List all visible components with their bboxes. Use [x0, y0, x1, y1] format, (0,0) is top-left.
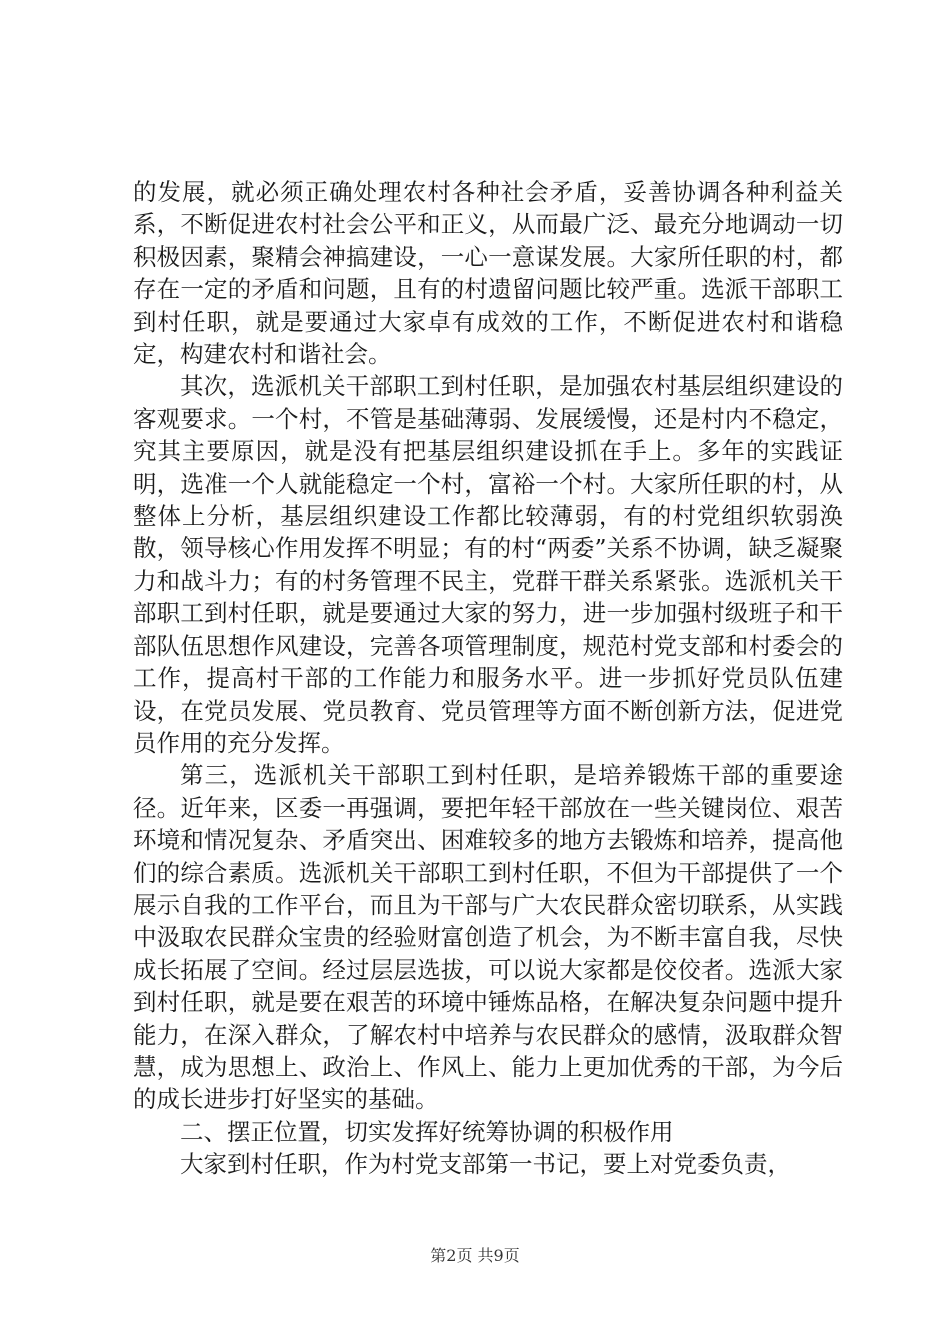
document-body — [133, 176, 843, 1181]
paragraph-4: 大家到村任职，作为村党支部第一书记，要上对党委负责， — [180, 1150, 791, 1179]
paragraph-1: 的发展，就必须正确处理农村各种社会矛盾，妥善协调各种利益关系，不断促进农村社会公平和正义，从而最广泛、最充分地调动一切积极因素，聚精会神搞建设，一心一意谋发展。大家所任职的村，都存在一定的矛盾和问题，且有的村遗留问题比较严重。选派干部职工到村任职，就是要通过大家卓有成效的工作，不断促进农村和谐稳定，构建农村和谐社会。 — [133, 178, 843, 369]
paragraph-3: 第三，选派机关干部职工到村任职，是培养锻炼干部的重要途径。近年来，区委一再强调，要把年轻干部放在一些关键岗位、艰苦环境和情况复杂、矛盾突出、困难较多的地方去锻炼和培养，提高他们的综合素质。选派机关干部职工到村任职，不但为干部提供了一个展示自我的工作平台，而且为干部与广大农民群众密切联系，从实践中汲取农民群众宝贵的经验财富创造了机会，为不断丰富自我，尽快成长拓展了空间。经过层层选拔，可以说大家都是佼佼者。选派大家到村任职，就是要在艰苦的环境中锤炼品格，在解决复杂问题中提升能力，在深入群众，了解农村中培养与农民群众的感情，汲取群众智慧，成为思想上、政治上、作风上、能力上更加优秀的干部，为今后的成长进步打好坚实的基础。 — [133, 761, 843, 1114]
section-heading: 二、摆正位置，切实发挥好统筹协调的积极作用 — [180, 1117, 674, 1146]
page-number-footer: 第2页 共9页 — [430, 1246, 520, 1265]
paragraph-2: 其次，选派机关干部职工到村任职，是加强农村基层组织建设的客观要求。一个村，不管是基础薄弱、发展缓慢，还是村内不稳定，究其主要原因，就是没有把基层组织建设抓在手上。多年的实践证明，选准一个人就能稳定一个村，富裕一个村。大家所任职的村，从整体上分析，基层组织建设工作都比较薄弱，有的村党组织软弱涣散，领导核心作用发挥不明显；有的村“两委”关系不协调，缺乏凝聚力和战斗力；有的村务管理不民主，党群干群关系紧张。选派机关干部职工到村任职，就是要通过大家的努力，进一步加强村级班子和干部队伍思想作风建设，完善各项管理制度，规范村党支部和村委会的工作，提高村干部的工作能力和服务水平。进一步抓好党员队伍建设，在党员发展、党员教育、党员管理等方面不断创新方法，促进党员作用的充分发挥。 — [133, 372, 843, 757]
